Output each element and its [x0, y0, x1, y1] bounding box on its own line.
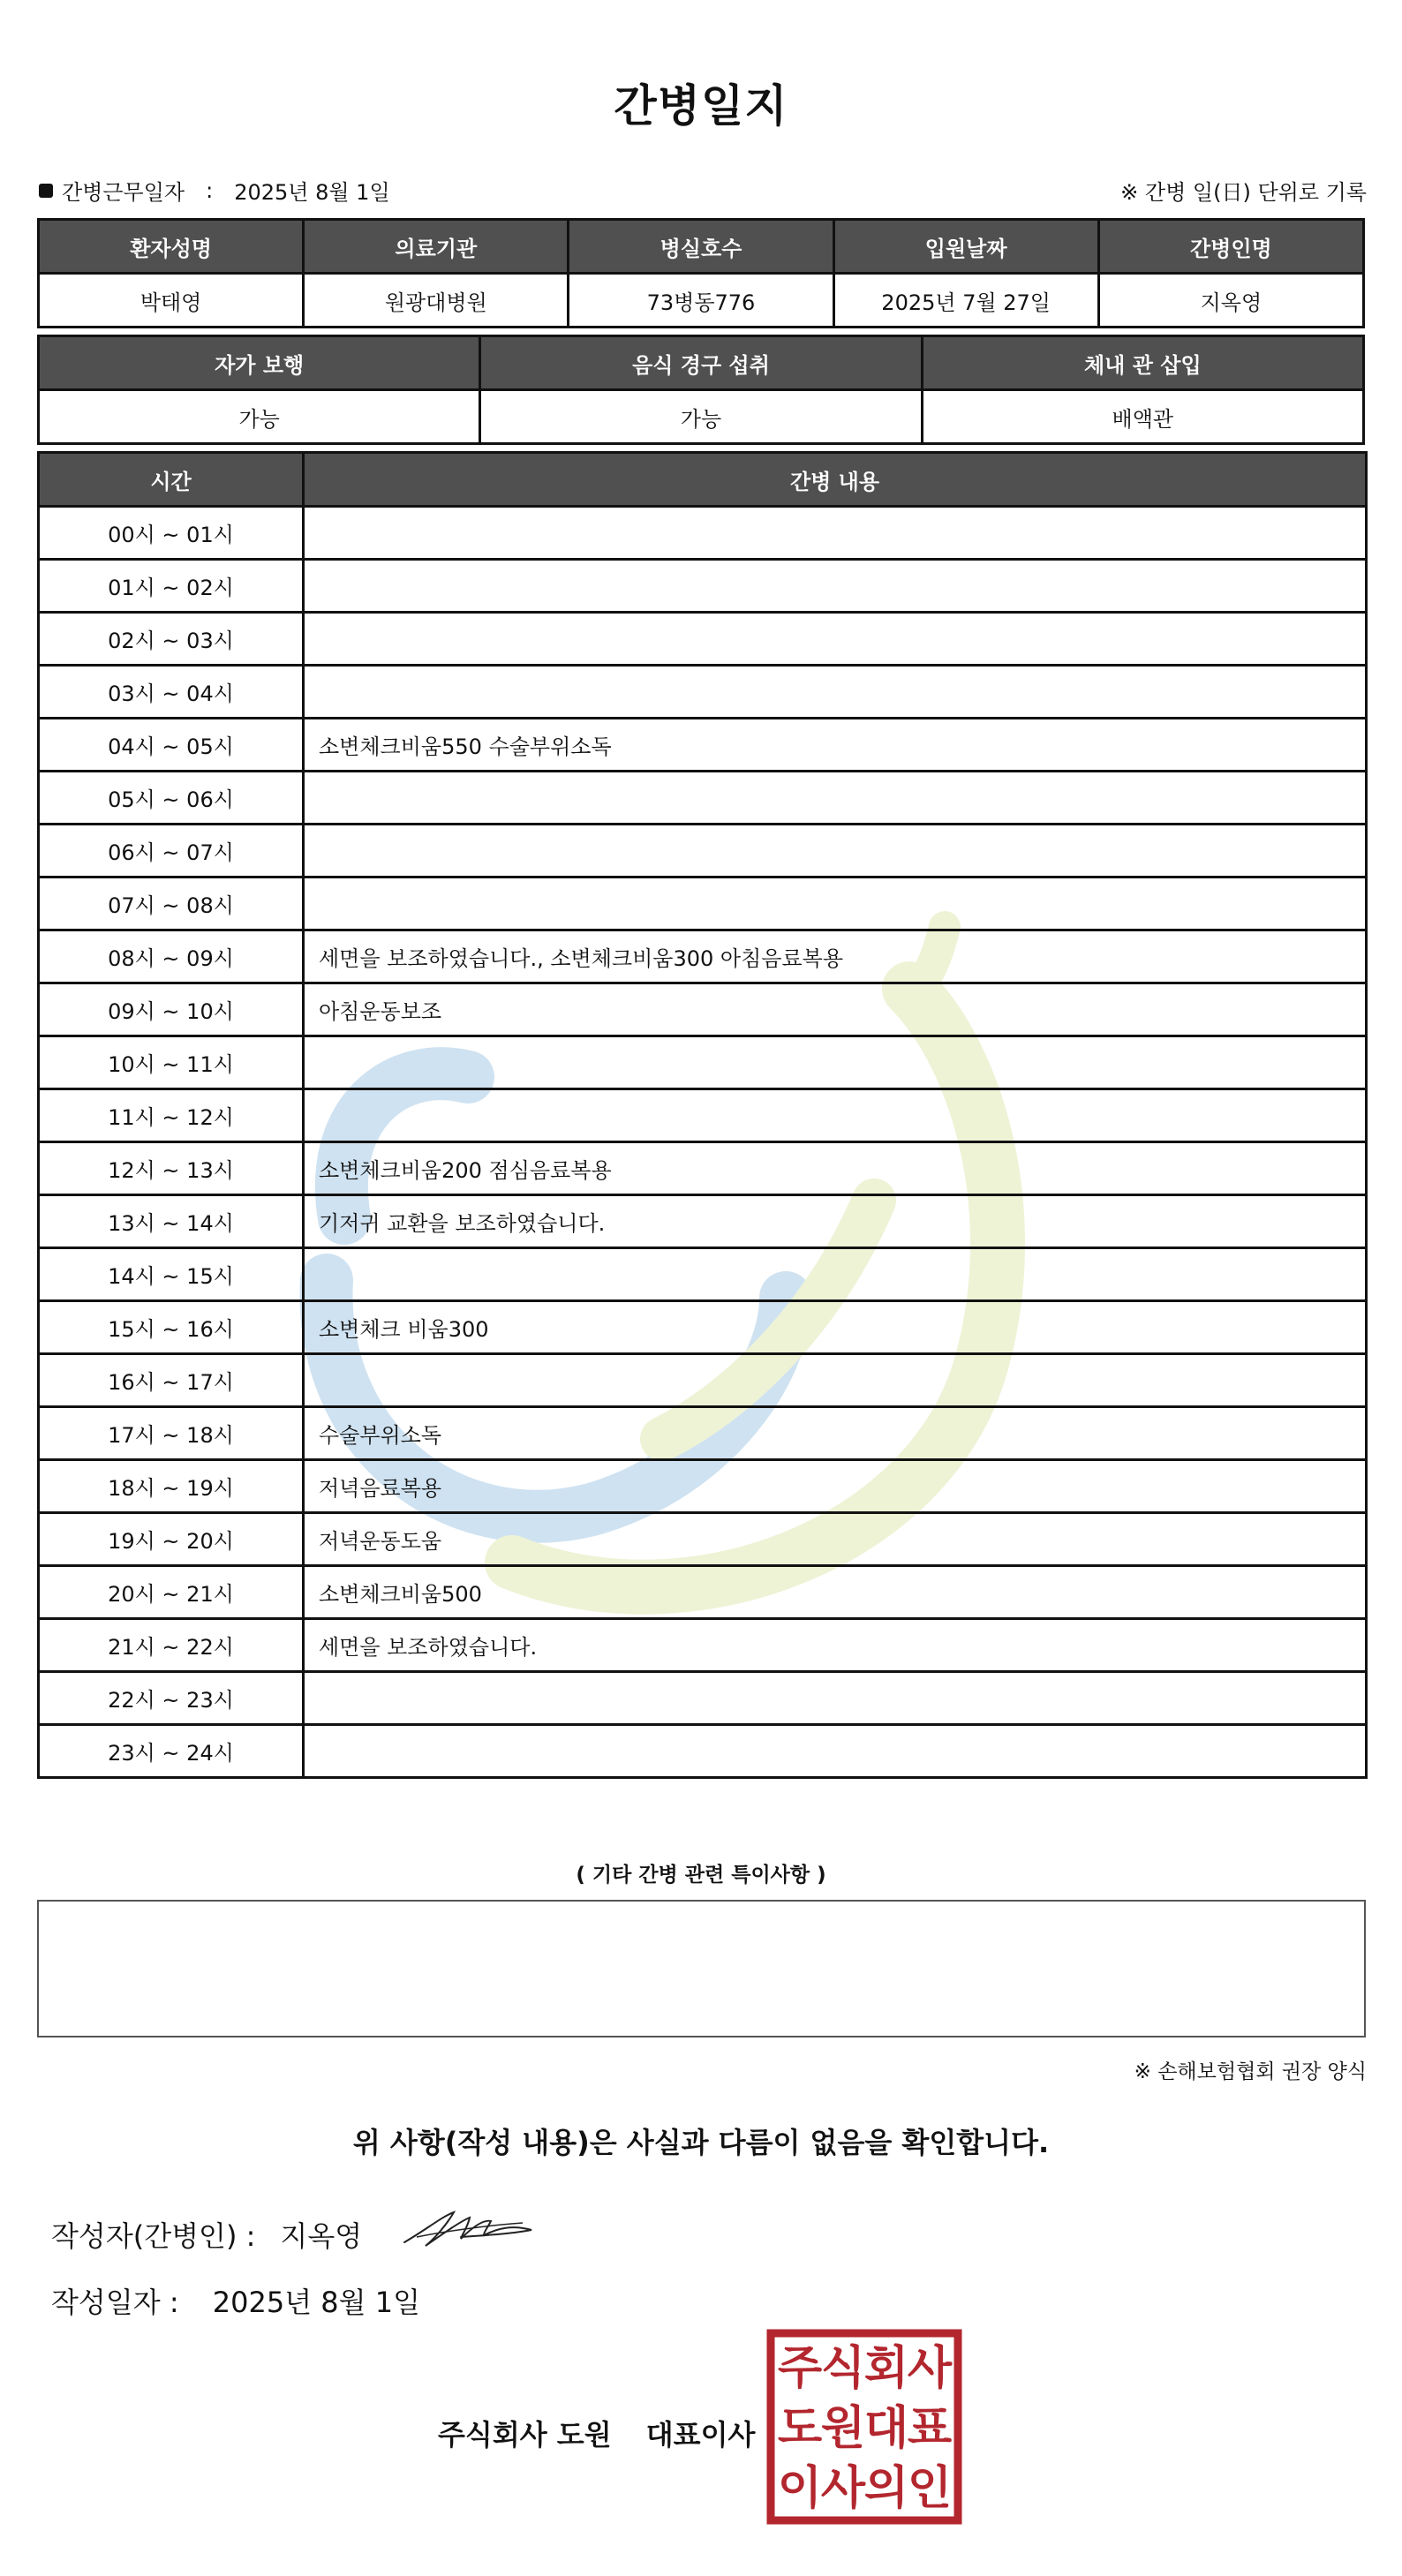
header-care-content: 간병 내용 [304, 453, 1367, 507]
time-slot: 01시 ~ 02시 [39, 560, 304, 613]
writer-line [51, 2214, 362, 2255]
table-row [39, 1619, 1367, 1672]
written-date-value: 2025년 8월 1일 [212, 2286, 421, 2319]
care-content [304, 825, 1367, 877]
time-slot: 03시 ~ 04시 [39, 666, 304, 719]
care-content: 기저귀 교환을 보조하였습니다. [304, 1195, 1367, 1248]
time-slot: 14시 ~ 15시 [39, 1248, 304, 1301]
care-content [304, 666, 1367, 719]
time-slot: 21시 ~ 22시 [39, 1619, 304, 1672]
table-row [39, 1672, 1367, 1725]
care-content: 소변체크비움550 수술부위소독 [304, 719, 1367, 772]
care-content [304, 1672, 1367, 1725]
seal-char: 원 [820, 2402, 866, 2455]
caregiver-name: 지옥영 [1098, 274, 1363, 328]
seal-char: 이 [777, 2462, 823, 2515]
header-caregiver-name: 간병인명 [1098, 220, 1363, 274]
walking-status: 가능 [39, 390, 480, 444]
time-slot: 06시 ~ 07시 [39, 825, 304, 877]
care-content [304, 560, 1367, 613]
company-name: 주식회사 도원 [438, 2418, 612, 2452]
header-hospital: 의료기관 [304, 220, 569, 274]
written-date-label: 작성일자 : [51, 2286, 179, 2319]
time-slot: 20시 ~ 21시 [39, 1566, 304, 1619]
admission-date: 2025년 7월 27일 [833, 274, 1098, 328]
written-date-line [51, 2280, 420, 2321]
hospital-name: 원광대병원 [304, 274, 569, 328]
seal-char: 사 [820, 2462, 866, 2515]
time-slot: 23시 ~ 24시 [39, 1725, 304, 1778]
seal-char: 사 [907, 2342, 953, 2395]
page-title: 간병일지 [614, 80, 788, 132]
time-slot: 12시 ~ 13시 [39, 1142, 304, 1195]
seal-char: 의 [863, 2462, 909, 2515]
header-walking: 자가 보행 [39, 336, 480, 390]
confirmation-statement: 위 사항(작성 내용)은 사실과 다름이 없음을 확인합니다. [352, 2126, 1050, 2159]
time-slot: 04시 ~ 05시 [39, 719, 304, 772]
oral-intake-status: 가능 [480, 390, 922, 444]
seal-char: 대 [863, 2402, 909, 2455]
time-slot: 10시 ~ 11시 [39, 1036, 304, 1089]
header-tube-insertion: 체내 관 삽입 [922, 336, 1363, 390]
time-slot: 16시 ~ 17시 [39, 1354, 304, 1407]
table-row [39, 825, 1367, 877]
writer-name: 지옥영 [280, 2219, 363, 2253]
time-slot: 17시 ~ 18시 [39, 1407, 304, 1460]
table-row [39, 1460, 1367, 1513]
table-row [39, 983, 1367, 1036]
time-slot: 07시 ~ 08시 [39, 877, 304, 930]
notes-title: ( 기타 간병 관련 특이사항 ) [576, 1864, 826, 1887]
care-content: 세면을 보조하였습니다., 소변체크비움300 아침음료복용 [304, 930, 1367, 983]
table-row [39, 1195, 1367, 1248]
header-oral-intake: 음식 경구 섭취 [480, 336, 922, 390]
care-content: 소변체크비움200 점심음료복용 [304, 1142, 1367, 1195]
header-admission-date: 입원날짜 [833, 220, 1098, 274]
care-log-table [37, 451, 1368, 1779]
care-content: 세면을 보조하였습니다. [304, 1619, 1367, 1672]
header-room: 병실호수 [569, 220, 833, 274]
table-row [39, 1513, 1367, 1566]
work-date-line [39, 175, 390, 206]
recommendation-note: ※ 손해보험협회 권장 양식 [1134, 2060, 1367, 2083]
time-slot: 09시 ~ 10시 [39, 983, 304, 1036]
table-row [39, 719, 1367, 772]
time-slot: 15시 ~ 16시 [39, 1301, 304, 1354]
room-number: 73병동776 [569, 274, 833, 328]
care-content [304, 1354, 1367, 1407]
table-row [39, 1407, 1367, 1460]
seal-char: 인 [907, 2462, 953, 2515]
seal-char: 도 [777, 2402, 823, 2455]
table-row [39, 877, 1367, 930]
representative-title: 대표이사 [645, 2418, 756, 2452]
company-seal-stamp [766, 2329, 962, 2525]
patient-info-table [37, 218, 1365, 328]
table-row [39, 1301, 1367, 1354]
care-content [304, 1089, 1367, 1142]
header-patient-name: 환자성명 [39, 220, 304, 274]
care-content: 소변체크비움500 [304, 1566, 1367, 1619]
table-row [39, 1354, 1367, 1407]
table-row [39, 1142, 1367, 1195]
care-content [304, 877, 1367, 930]
work-date-value: 2025년 8월 1일 [234, 180, 390, 205]
seal-char: 표 [907, 2402, 953, 2455]
patient-name: 박태영 [39, 274, 304, 328]
care-content [304, 1248, 1367, 1301]
table-row [39, 560, 1367, 613]
care-content [304, 772, 1367, 825]
care-content [304, 613, 1367, 666]
care-content: 소변체크 비움300 [304, 1301, 1367, 1354]
notes-box [37, 1900, 1366, 2037]
time-slot: 05시 ~ 06시 [39, 772, 304, 825]
table-row [39, 1248, 1367, 1301]
time-slot: 13시 ~ 14시 [39, 1195, 304, 1248]
time-slot: 18시 ~ 19시 [39, 1460, 304, 1513]
care-content [304, 1036, 1367, 1089]
table-row [39, 507, 1367, 560]
seal-char: 식 [820, 2342, 866, 2395]
table-row [39, 772, 1367, 825]
care-content: 수술부위소독 [304, 1407, 1367, 1460]
seal-char: 회 [863, 2342, 909, 2395]
company-line [438, 2413, 755, 2453]
care-content: 저녁음료복용 [304, 1460, 1367, 1513]
work-date-colon: : [206, 177, 214, 203]
time-slot: 08시 ~ 09시 [39, 930, 304, 983]
square-bullet-icon [39, 184, 53, 198]
table-row [39, 1089, 1367, 1142]
time-slot: 02시 ~ 03시 [39, 613, 304, 666]
time-slot: 22시 ~ 23시 [39, 1672, 304, 1725]
patient-status-table [37, 335, 1365, 445]
tube-insertion-status: 배액관 [922, 390, 1363, 444]
header-time: 시간 [39, 453, 304, 507]
table-row [39, 1566, 1367, 1619]
work-date-label: 간병근무일자 [62, 180, 185, 205]
table-row [39, 666, 1367, 719]
time-slot: 00시 ~ 01시 [39, 507, 304, 560]
writer-label: 작성자(간병인) : [51, 2219, 256, 2253]
table-row [39, 613, 1367, 666]
table-row [39, 1725, 1367, 1778]
care-content: 저녁운동도움 [304, 1513, 1367, 1566]
care-content [304, 507, 1367, 560]
seal-char: 주 [777, 2342, 823, 2395]
care-content: 아침운동보조 [304, 983, 1367, 1036]
table-row [39, 1036, 1367, 1089]
time-slot: 19시 ~ 20시 [39, 1513, 304, 1566]
unit-note: ※ 간병 일(日) 단위로 기록 [1120, 180, 1367, 205]
care-content [304, 1725, 1367, 1778]
handwritten-signature [399, 2203, 540, 2251]
time-slot: 11시 ~ 12시 [39, 1089, 304, 1142]
table-row [39, 930, 1367, 983]
